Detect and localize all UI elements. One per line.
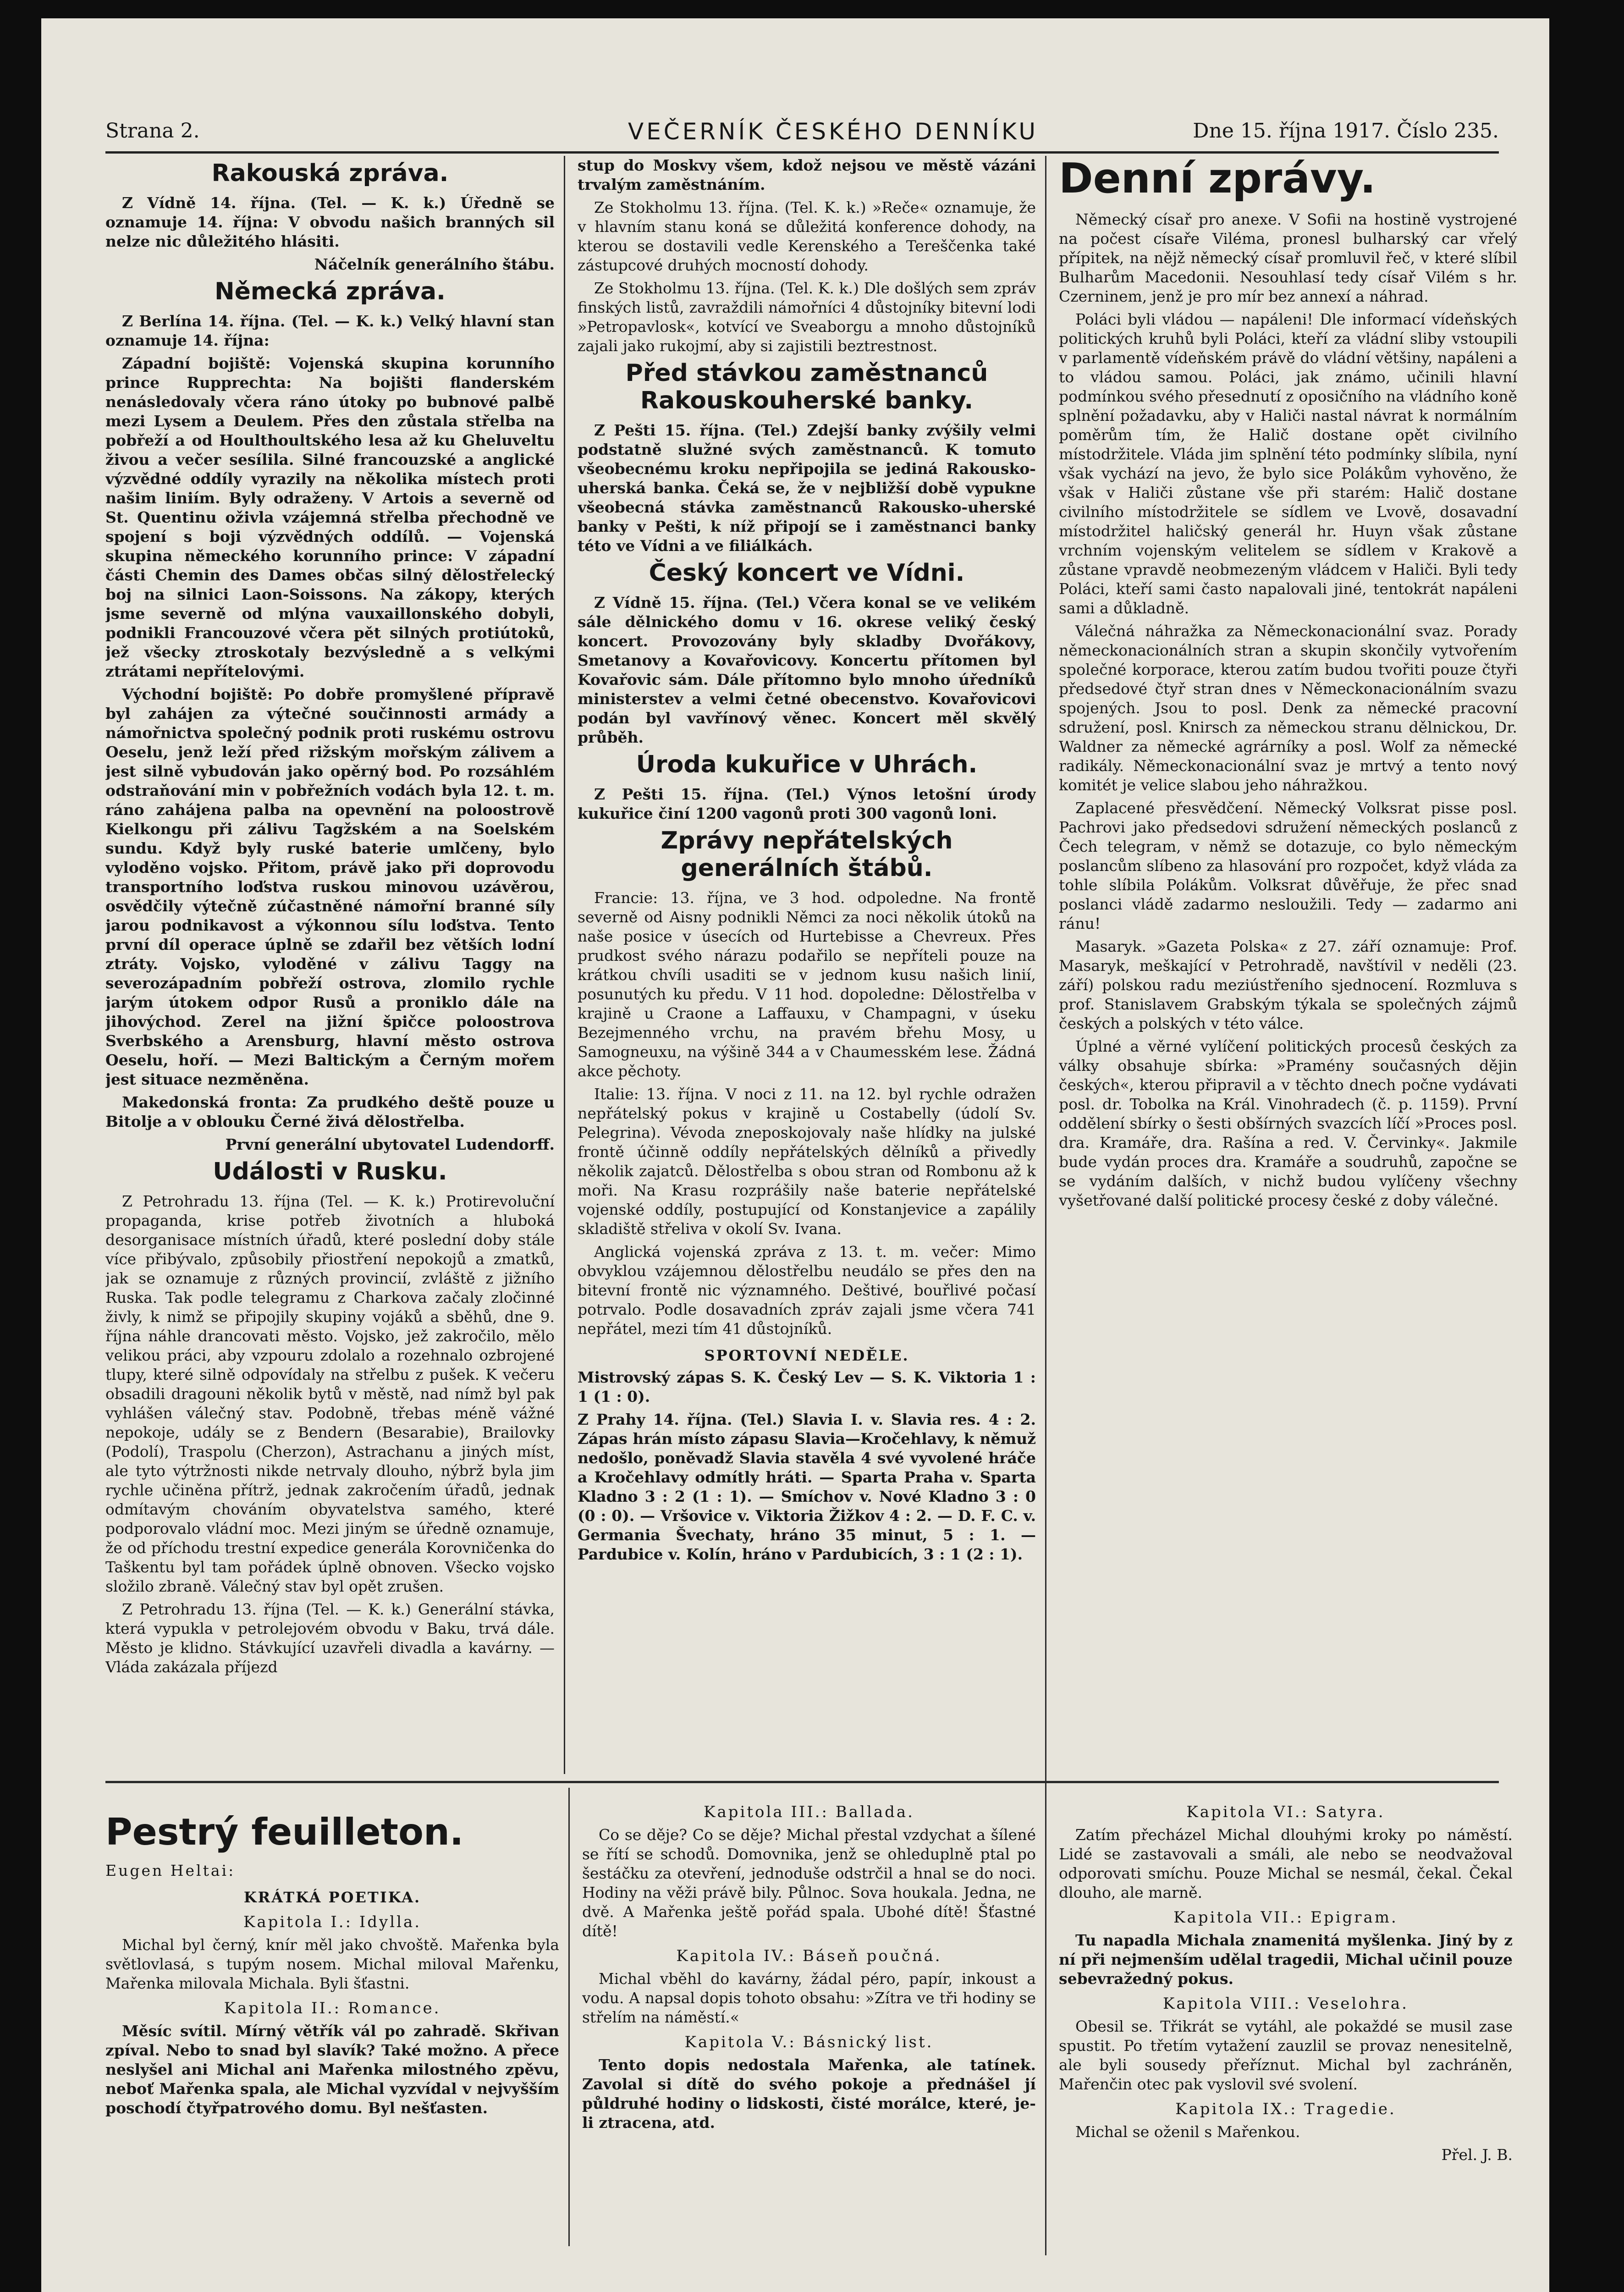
article-text: Z Vídně 14. října. (Tel. — K. k.) Úředně se oznamuje 14. října: V obvodu našich branných sil nelze nic důležitého hlásiti.	[105, 194, 555, 250]
headline-kukurice: Úroda kukuřice v Uhrách.	[636, 751, 978, 778]
chapter-heading: Kapitola IX.: Tragedie.	[1175, 2100, 1396, 2118]
article-text: Z Vídně 15. října. (Tel.) Včera konal se ve velikém sále dělnického domu v 16. okrese veliký český koncert. Provozovány byly skladby Dvořákovy, Smetanovy a Kovařovicovy. Koncertu přítomen byl Kovařovic sám. Dále přítomno bylo mnoho úředníků ministerstev a velmi četné obecenstvo. Kovařovicovi podán byl vavřínový věnec. Koncert měl skvělý průběh.	[578, 594, 1036, 746]
article-text: Z Petrohradu 13. října (Tel. — K. k.) Protirevoluční propaganda, krise potřeb životních a hluboká desorganisace místních úřadů, které poslední doby stále více přibývalo, způsobily přiostření nepokojů a zmatků, jak se oznamuje z různých provincií, zvláště z jižního Ruska. Tak podle telegramu z Charkova začaly zločinné živly, k nimž se připojily skupiny vojáků a sběhů, dne 9. října náhle drancovati město. Vojsko, jež zakročilo, mělo velikou práci, aby vzpouru zdolalo a rozehnalo ozbrojené tlupy, které silně odpovídaly na střelbu z pušek. K večeru obsadili dragouni několik bytů v městě, nad nímž byl pak vyhlášen válečný stav. Podobně, třebas méně vážné nepokoje, udály se z Bendern (Besarabie), Brailovky (Podolí), Traspolu (Cherzon), Astrachanu a jiných míst, ale tyto výtržnosti nikde netrvaly dlouho, nýbrž byla jim rychle učiněna přítrž, jednak zakročením úřadů, jednak odmítavým chováním obyvatelstva samého, které podporovalo vládní moc. Mezi jiným se úředně oznamuje, že od příchodu trestní expedice generála Korovničenka do Taškentu byl tam pořádek úplně obnoven. Všecko vojsko složilo zbraně. Válečný stav byl opět zrušen.	[105, 1192, 555, 1595]
sport-subtitle: Mistrovský zápas S. K. Český Lev — S. K. Viktoria 1 : 1 (1 : 0).	[578, 1368, 1036, 1405]
section-rule	[105, 1781, 1499, 1783]
headline-stavka: Před stávkou zaměstnanců Rakouskouherské banky.	[625, 359, 988, 414]
chapter-text: Měsíc svítil. Mírný větřík vál po zahradě. Skřivan zpíval. Nebo to snad byl slavík? Také možno. A přece neslyšel ani Michal ani Mařenka milostného zpěvu, neboť Mařenka spala, ale Michal vyzvídal v nejvyšším poschodí čtyřpatrového domu. Byl nešťasten.	[105, 2022, 559, 2117]
headline-nepratelske: Zprávy nepřátelských generálních štábů.	[661, 827, 953, 882]
article-text: Z Pešti 15. října. (Tel.) Zdejší banky zvýšily velmi podstatně služné svých zaměstnanců. K tomuto všeobecnému kroku nepřipojila se jediná Rakousko-uherská banka. Čeká se, že v nejbližší době vypukne všeobecná stávka zaměstnanců Rakousko-uherské banky v Pešti, k níž připojí se i zaměstnanci banky této ve Vídni a ve filiálkách.	[578, 421, 1036, 555]
column-rule	[1045, 156, 1046, 2255]
article-text: Západní bojiště: Vojenská skupina korunního prince Rupprechta: Na bojišti flanderském nenásledovaly včera ráno útoky po bubnové palbě mezi Lysem a Deulem. Přes den zůstala střelba na pobřeží a od Houlthoultského lesa až ku Gheluveltu živou a večer sesílila. Silné francouzské a anglické výzvědné oddíly vyrazily na několika místech proti našim liniím. Byly odraženy. V Artois a severně od St. Quentinu oživla vzájemná střelba přechodně ve spojení s boji výzvědných oddílů. — Vojenská skupina německého korunního prince: V západní části Chemin des Dames občas silný dělostřelecký boj na silnici Laon-Soissons. Na zákopy, kterých jsme severně od mlýna vauxaillonského dobyli, podnikli Francouzové včera pět silných protiútoků, jež všecky ztroskotaly bezvýsledně a s velkými ztrátami nepřítelovými.	[105, 354, 555, 680]
article-text: Italie: 13. října. V noci z 11. na 12. byl rychle odražen nepřátelský pokus v krajině u Costabelly (údolí Sv. Pelegrina). Vévoda zneposkojovaly naše hlídky na julské frontě účinně oddíly nepřátelských dělníků a přivedly několik zajatců. Dělostřelba s obou stran od Rombonu až k moři. Na Krasu rozprášily naše baterie nepřátelské vojenské oddíly, postupující od Konstanjevice a zapálily skladiště střeliva v okolí Sv. Ivana.	[578, 1085, 1036, 1238]
article-text: Východní bojiště: Po dobře promyšlené přípravě byl zahájen za výtečné součinnosti armády a námořnictva společný podnik proti ruskému ostrovu Oeselu, jenž leží před rižským mořským zálivem a jest silně vybudován jako opěrný bod. Po rozsáhlém odstraňování min v pobřežních vodách byla 12. t. m. ráno zahájena palba na opevnění na poloostrově Kielkongu při zálivu Tagžském a na Soelském sundu. Když byly ruské baterie umlčeny, bylo vyloděno vojsko. Přitom, právě jako při doprovodu transportního loďstva ruskou minovou uzávěrou, osvědčily výtečně zúčastněné námořní branné síly jarou podnikavost a výkonnou sílu loďstva. Tento první díl operace úplně se zdařil bez větších lodní ztráty. Vojsko, vyloděné v zálivu Taggy na severozápadním pobřeží ostrova, zlomilo rychle jarým útokem odpor Rusů a proniklo dále na jihovýchod. Zerel na jižní špičce poloostrova Sverbského a Arensburg, hlavní město ostrova Oeselu, hoří. — Mezi Baltickým a Černým mořem jest situace nezměněna.	[105, 685, 555, 1088]
article-text: Anglická vojenská zpráva z 13. t. m. večer: Mimo obvyklou vzájemnou dělostřelbu neudálo se přes den na bitevní frontě nic významného. Deštivé, bouřlivé počasí potrvalo. Podle dosavadních zpráv zajali jsme včera 741 nepřátel, mezi tím 41 důstojníků.	[578, 1243, 1036, 1338]
newspaper-page	[41, 18, 1549, 2292]
chapter-heading: Kapitola VIII.: Veselohra.	[1162, 1994, 1409, 2013]
headline-koncert: Český koncert ve Vídni.	[649, 559, 965, 587]
chapter-heading: Kapitola VI.: Satyra.	[1186, 1803, 1385, 1821]
headline-nemecka: Německá zpráva.	[215, 278, 446, 305]
issue-date: Dne 15. října 1917. Číslo 235.	[1193, 119, 1499, 143]
feuilleton-column-1	[105, 1861, 559, 2264]
chapter-text: Michal byl černý, knír měl jako chvoště. Mařenka byla světlovlasá, s tupým nosem. Michal miloval Mařenku, Mařenka milovala Michala. Byli šťastni.	[105, 1936, 559, 1992]
article-text: Z Prahy 14. října. (Tel.) Slavia I. v. Slavia res. 4 : 2. Zápas hrán místo zápasu Slavia—Kročehlavy, k němuž nedošlo, poněvadž Slavia stavěla 4 své vyvolené hráče a Kročehlavy odmítly hráti. — Sparta Praha v. Sparta Kladno 3 : 2 (1 : 1). — Smíchov v. Nové Kladno 3 : 0 (0 : 0). — Vršovice v. Viktoria Žižkov 4 : 2. — D. F. C. v. Germania Švechaty, hráno 35 minut, 5 : 1. — Pardubice v. Kolín, hráno v Pardubicích, 3 : 1 (2 : 1).	[578, 1410, 1036, 1563]
translator-signature: Přel. J. B.	[1441, 2146, 1513, 2164]
feuilleton-subtitle: KRÁTKÁ POETIKA.	[243, 1889, 421, 1906]
column-1	[105, 156, 555, 1760]
column-rule	[564, 156, 565, 1774]
feuilleton-title: Pestrý feuilleton.	[105, 1811, 464, 1853]
page-number: Strana 2.	[105, 119, 200, 143]
chapter-text: Tento dopis nedostala Mařenka, ale tatínek. Zavolal si dítě do svého pokoje a přednášel jí půldruhé hodiny o lidskosti, čisté morálce, které, je-li ztracena, atd.	[582, 2056, 1036, 2132]
column-2	[578, 156, 1036, 1769]
article-signature: Náčelník generálního štábu.	[314, 255, 555, 273]
newspaper-title: VEČERNÍK ČESKÉHO DENNÍKU	[628, 118, 1039, 145]
chapter-heading: Kapitola II.: Romance.	[224, 1999, 441, 2017]
chapter-text: Co se děje? Co se děje? Michal přestal vzdychat a šílené se řítí se schodů. Domovnika, jenž se ohleduplně ptal po šestáčku za otevření, jednoduše odstrčil a hnal se do noci. Hodiny na věži právě bily. Půlnoc. Sova houkala. Jedna, ne dvě. A Mařenka ještě pořád spala. Ubohé dítě! Šťastné dítě!	[582, 1826, 1036, 1940]
article-text: Z Berlína 14. října. (Tel. — K. k.) Velký hlavní stan oznamuje 14. října:	[105, 312, 555, 349]
feuilleton-column-2	[582, 1797, 1036, 2264]
news-item: Německý císař pro anexe. V Sofii na hostině vystrojené na počest císaře Viléma, pronesl bulharský car vřelý přípitek, na nějž německý císař promluvil řeč, v které slíbil Bulharům Macedonii. Nesouhlasí tedy císař Vilém s hr. Czerninem, jenž je pro mír bez annexí a náhrad.	[1059, 210, 1517, 305]
article-text: Ze Stokholmu 13. října. (Tel. K. k.) »Reče« oznamuje, že v hlavním stanu koná se důležitá konference dohody, na kterou se dostavili vedle Kerenského a Tereščenka také zástupcové druhých mocností dohody.	[578, 198, 1036, 274]
headline-rakouska: Rakouská zpráva.	[211, 160, 449, 187]
news-item: Válečná náhražka za Německonacionální svaz. Porady německonacionálních stran a skupin skončily vytvořením společné korporace, kterou zatím budou tvořiti pouze čtyři předsedové čtyř stran dnes v Německonacionálním svazu spojených. Jsou to posl. Denk za německé pracovní sdružení, posl. Knirsch za německou stranu dělnickou, Dr. Waldner za německé agrárníky a posl. Wolf za německé radikály. Německonacionální svaz je mrtvý a tento nový komitét je velice slabou jeho náhražkou.	[1059, 622, 1517, 794]
column-rule	[568, 1788, 570, 2246]
article-text: Ze Stokholmu 13. října. (Tel. K. k.) Dle došlých sem zpráv finských listů, zavraždili námořníci 4 důstojníky bitevní lodi »Petropavlosk«, kotvící ve Sveaborgu a mnoho důstojníků zajali jako rukojmí, aby si zajistili beztrestnost.	[578, 279, 1036, 355]
chapter-text: Obesil se. Třikrát se vytáhl, ale pokaždé se musil zase spustit. Po třetím vytažení zauzlil se provaz nenesitelně, ale byli sousedy přeříznut. Michal byl zachráněn, Mařenčin otec pak vyslovil své svolení.	[1059, 2017, 1513, 2093]
news-item: Masaryk. »Gazeta Polska« z 27. září oznamuje: Prof. Masaryk, meškající v Petrohradě, navštívil v neděli (23. září) polskou radu meziústřeního sjednocení. Rozmluva s prof. Stanislavem Grabským týkala se společných zájmů českých a polských v této válce.	[1059, 937, 1517, 1032]
news-item: Úplné a věrné vylíčení politických procesů českých za války obsahuje sbírka: »Pramény současných dějin českých«, kterou připravil a v těchto dnech počne vydávati posl. dr. Tobolka na Král. Vinohradech (č. p. 1159). První oddělení sbírky o šesti obšírných svazcích líčí »Proces posl. dra. Kramáře, dra. Rašína a red. V. Červinky«. Jakmile bude vydán proces dra. Kramáře a soudruhů, započne se se vydáním dalších, v nichž budou vylíčeny všechny vyšetřované další politické procesy české z doby válečné.	[1059, 1037, 1517, 1209]
masthead	[105, 110, 1499, 154]
chapter-heading: Kapitola V.: Básnický list.	[684, 2033, 934, 2051]
headline-denni-zpravy: Denní zprávy.	[1059, 156, 1376, 203]
headline-rusko: Události v Rusku.	[213, 1158, 447, 1185]
feuilleton-column-3	[1059, 1797, 1513, 2264]
sport-title: SPORTOVNÍ NEDĚLE.	[704, 1347, 909, 1364]
chapter-heading: Kapitola IV.: Báseň poučná.	[676, 1947, 942, 1965]
chapter-text: Michal se oženil s Mařenkou.	[1075, 2123, 1300, 2141]
news-item: Poláci byli vládou — napáleni! Dle informací vídeňských politických kruhů byli Poláci, kteří za vládní sliby vstoupili v parlamentě vídeňském právě do vládní většiny, napáleni a to vládou samou. Poláci, jak známo, učinili hlavní podmínkou svého přesednutí z oposičního na vládního koně splnění požadavku, aby v Haliči nastal návrat k normálním poměrům tím, že Halič dostane opět civilního místodržitele. Vláda jim splnění této podmínky slíbila, nyní však vychází na jevo, že bylo sice Polákům vyhověno, že však v Haliči zůstane vše při starém: Halič dostane civilního místodržitele se sídlem ve Lvově, dosavadní místodržitel haličský generál hr. Huyn však zůstane vrchním vojenským velitelem se sídlem v Krakově a zůstane vpravdě neobmezeným vládcem v Haliči. Byli tedy Poláci, kteří sami často napalovali jiné, tentokrát napáleni sami a důkladně.	[1059, 310, 1517, 617]
article-signature: První generální ubytovatel Ludendorff.	[225, 1135, 555, 1153]
article-text: Z Petrohradu 13. října (Tel. — K. k.) Generální stávka, která vypukla v petrolejovém obvodu v Baku, trvá dále. Město je klidno. Stávkující uzavřeli divadla a kavárny. — Vláda zakázala příjezd	[105, 1600, 555, 1676]
sport-section	[578, 1346, 1036, 1564]
chapter-heading: Kapitola VII.: Epigram.	[1173, 1908, 1398, 1927]
article-text: Francie: 13. října, ve 3 hod. odpoledne. Na frontě severně od Aisny podnikli Němci za noci několik útoků na naše posice v úsecích od Hurtebisse a Chevreux. Přes prudkost svého nárazu podařilo se nepříteli pouze na krátkou chvíli usaditi se v jednom kusu našich linií, posunutých ku předu. V 11 hod. dopoledne: Dělostřelba v krajině u Craone a Laffauxu, v Champagni, v úseku Bezejmenného vrchu, na pravém břehu Mosy, u Samogneuxu, na výšině 344 a v Chaumesském lese. Žádná akce pěchoty.	[578, 889, 1036, 1080]
column-3	[1059, 156, 1517, 1788]
chapter-text: Tu napadla Michala znamenitá myšlenka. Jiný by z ní při nejmenším udělal tragedii, Michal učinil pouze sebevražedný pokus.	[1059, 1931, 1513, 1988]
chapter-heading: Kapitola I.: Idylla.	[243, 1913, 422, 1931]
article-text: stup do Moskvy všem, kdož nejsou ve městě vázáni trvalým zaměstnáním.	[578, 156, 1036, 193]
chapter-heading: Kapitola III.: Ballada.	[704, 1803, 914, 1821]
article-text: Z Pešti 15. října. (Tel.) Výnos letošní úrody kukuřice činí 1200 vagonů proti 300 vagonů loni.	[578, 785, 1036, 822]
feuilleton-author: Eugen Heltai:	[105, 1862, 236, 1879]
chapter-text: Zatím přecházel Michal dlouhými kroky po náměstí. Lidé se zastavovali a smáli, ale nebo se neodvažoval odporovati smíchu. Pouze Michal se nesmál, čekal. Čekal dlouho, ale marně.	[1059, 1826, 1513, 1901]
article-text: Makedonská fronta: Za prudkého deště pouze u Bitolje a v oblouku Černé živá dělostřelba.	[105, 1093, 555, 1130]
chapter-text: Michal vběhl do kavárny, žádal péro, papír, inkoust a vodu. A napsal dopis tohoto obsahu: »Zítra ve tři hodiny se střelím na náměstí.«	[582, 1970, 1036, 2026]
news-item: Zaplacené přesvědčení. Německý Volksrat pisse posl. Pachrovi jako předsedovi sdružení německých poslanců z Čech telegram, v němž se dotazuje, co bylo německým poslancům slíbeno za hlasování pro rozpočet, když vláda za tohle slíbila Polákům. Volksrat důvěřuje, že přec snad poslanci vládě zadarmo nesloužili. Tedy — zadarmo ani ránu!	[1059, 799, 1517, 932]
